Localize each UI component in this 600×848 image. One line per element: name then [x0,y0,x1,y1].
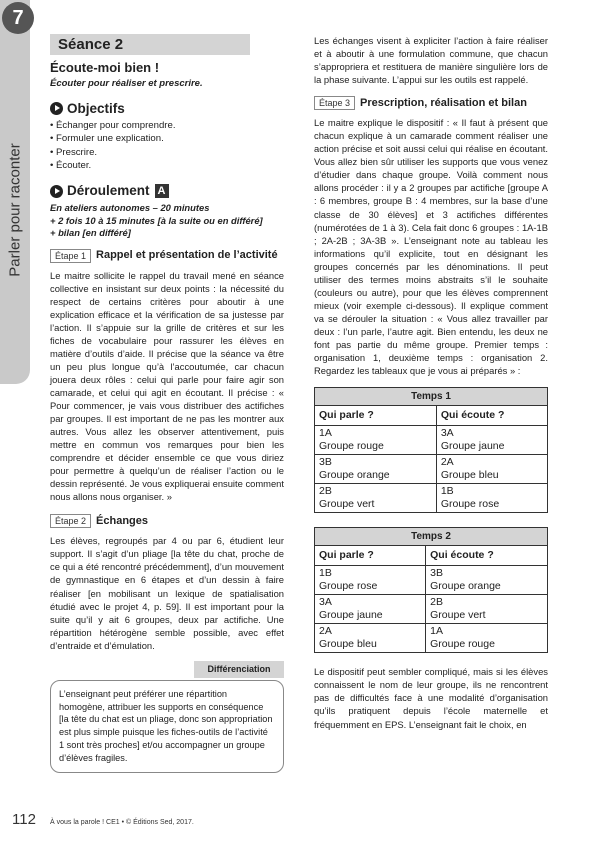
objective-item: • Écouter. [50,159,92,171]
temps-2-table [314,527,548,653]
table-caption: Temps 2 [315,528,548,546]
session-subtitle: Écouter pour réaliser et prescrire. [50,78,203,90]
objectives-list [50,119,284,172]
table-row [315,455,548,484]
step-2-heading [50,514,284,528]
session-title: Écoute-moi bien ! [50,60,160,76]
deroulement-badge: A [155,184,169,198]
table-row [315,624,548,653]
sidebar-tab [0,0,30,384]
page-number: 112 [12,811,36,828]
deroulement-title: Déroulement [67,183,150,199]
table-cell: 1B Groupe rose [315,566,426,595]
deroulement-line: + 2 fois 10 à 15 minutes [à la suite ou en différé] [50,214,263,226]
chapter-number: 7 [2,2,34,34]
step-2-label: Étape 2 [50,514,91,528]
outro-text: Le dispositif peut sembler compliqué, mais si les élèves connaissent le nom de leur groupe, ils ne rencontrent pas de difficultés face à une modalité d’organisation qu’ils pratiquent depuis l’école maternelle et fréquemment en EPS. L’enseignant fait le choix, en [314,666,548,730]
column-header: Qui parle ? [315,406,437,426]
objectives-heading [50,102,284,115]
step-3-title: Prescription, réalisation et bilan [360,96,527,109]
step-1-text: Le maitre sollicite le rappel du travail mené en séance collective en insistant sur deux points : la nécessité du respect de certains critères pour aboutir à une explication efficace et la vérification de sa justesse par l’action. Il s’appuie sur la grille de critères et sur les fiches de vocabulaire pour rassurer les élèves en matière d’outils d’aide. Il précise que la séance va être un peu plus longue qu’à l’accoutumée, car chacun jouera deux rôles : celui qui parle pour faire agir son camarade, et celui qui agit en écoutant. Il précise : « Pour commencer, je vais vous distribuer des actifiches par groupes. Il est important de ne pas les montrer aux autres. Vous allez les observer attentivement, puis mettre en commun vos remarques pour bien les comprendre et décider ensemble ce que vous diriez pour permettre à quelqu’un de réaliser l’action ou le dessin représenté. Je vous expliquerai ensuite comment nous allons nous organiser. » [50,269,284,503]
table-row [315,566,548,595]
left-column [50,34,284,773]
step-3-label: Étape 3 [314,96,355,110]
deroulement-line: En ateliers autonomes – 20 minutes [50,202,210,213]
table-cell: 3B Groupe orange [426,566,548,595]
table-cell: 2A Groupe bleu [436,455,547,484]
table-cell: 3B Groupe orange [315,455,437,484]
table-cell: 2B Groupe vert [315,484,437,513]
differentiation-label: Différenciation [194,661,284,678]
objectives-title: Objectifs [67,101,125,117]
step-1-title: Rappel et présentation de l’activité [96,248,278,261]
deroulement-heading [50,184,284,198]
column-header: Qui parle ? [315,546,426,566]
table-cell: 1A Groupe rouge [315,426,437,455]
table-cell: 3A Groupe jaune [315,595,426,624]
step-2-text: Les élèves, regroupés par 4 ou par 6, étudient leur support. Il s’agit d’un pliage [la tête du chat, proche de ce qui a été rencontré précédemment], d’un mouvement de gymnastique en 6 étapes et d’un dessin à faire réaliser [en mobilisant un lexique de spatialisation étudié avec le projet 4, p. 59]. Il est important pour la suite qu’il y ait 6 groupes, deux par actifiche. Une répartition hétérogène semble possible, avec effet d’entraide et d’émulation. [50,535,284,651]
table-caption: Temps 1 [315,388,548,406]
table-row [315,484,548,513]
step-1-heading [50,249,284,263]
deroulement-line: + bilan [en différé] [50,227,131,238]
table-cell: 2A Groupe bleu [315,624,426,653]
table-cell: 3A Groupe jaune [436,426,547,455]
temps-1-table [314,387,548,513]
objective-item: • Prescrire. [50,146,98,158]
footer-credit: À vous la parole ! CE1 • © Éditions Sed, 2017. [50,819,194,826]
table-cell: 2B Groupe vert [426,595,548,624]
differentiation-box [50,661,284,773]
table-cell: 1B Groupe rose [436,484,547,513]
step-2-title: Échanges [96,514,148,527]
differentiation-text: L’enseignant peut préférer une répartition homogène, attribuer les supports en conséquence [la tête du chat est un pliage, donc son appropriation est plus simple puisque les fiches-outils de l’activité 1 sont très proches] et/ou accompagner un groupe d’élèves fragiles. [50,680,284,773]
play-circle-icon [50,102,63,115]
column-header: Qui écoute ? [436,406,547,426]
objective-item: • Formuler une explication. [50,133,164,145]
table-row [315,426,548,455]
objective-item: • Échanger pour comprendre. [50,120,176,132]
step-3-heading [314,96,548,110]
column-header: Qui écoute ? [426,546,548,566]
step-3-text: Le maitre explique le dispositif : « Il faut à présent que chacun explique à un camarade comment réaliser une action précise et soit aussi celui qui réalise en écoutant. Vous allez bien sûr utiliser les supports que vous venez d’étudier dans chaque groupe. Voilà comment nous allons procéder : il y a 2 groupes par actifiche [groupe A : 6 membres, groupe B : 4 membres, sur la base d’une classe de 30 élèves] et 3 actifiches différentes (numérotées de 1 à 3). Cela fait donc 6 groupes : 1A-1B ; 2A-2B ; 3A-3B ». L’enseignant note au tableau les informations qu’il explicite, tout en désignant les groupes concernés par les dénominations. Il peut utiliser des termes moins abstraits s’il le souhaite (couleurs ou autre), pour que les élèves comprennent mieux (voir exemple ci-dessous). Il explique comment va se dérouler la situation : « Vous allez travailler par deux : l’un parle, l’autre agit. Bien entendu, les deux ne font pas partie du même groupe. Premier temps : organisation 1, deuxième temps : organisation 2. Regardez les tableaux que je vous ai préparés » : [314,117,548,377]
deroulement-info [50,202,284,240]
chapter-title: Parler pour raconter [6,143,24,277]
table-row [315,595,548,624]
play-circle-icon [50,185,63,198]
session-label: Séance 2 [50,34,250,55]
table-cell: 1A Groupe rouge [426,624,548,653]
step-1-label: Étape 1 [50,249,91,263]
right-column [314,34,548,731]
intro-text: Les échanges visent à expliciter l’action à faire réaliser et à aboutir à une formulation commune, que chacun s’appropriera et restituera de manière singulière lors de la phase suivante. L’appui sur les outils est rappelé. [314,35,548,86]
